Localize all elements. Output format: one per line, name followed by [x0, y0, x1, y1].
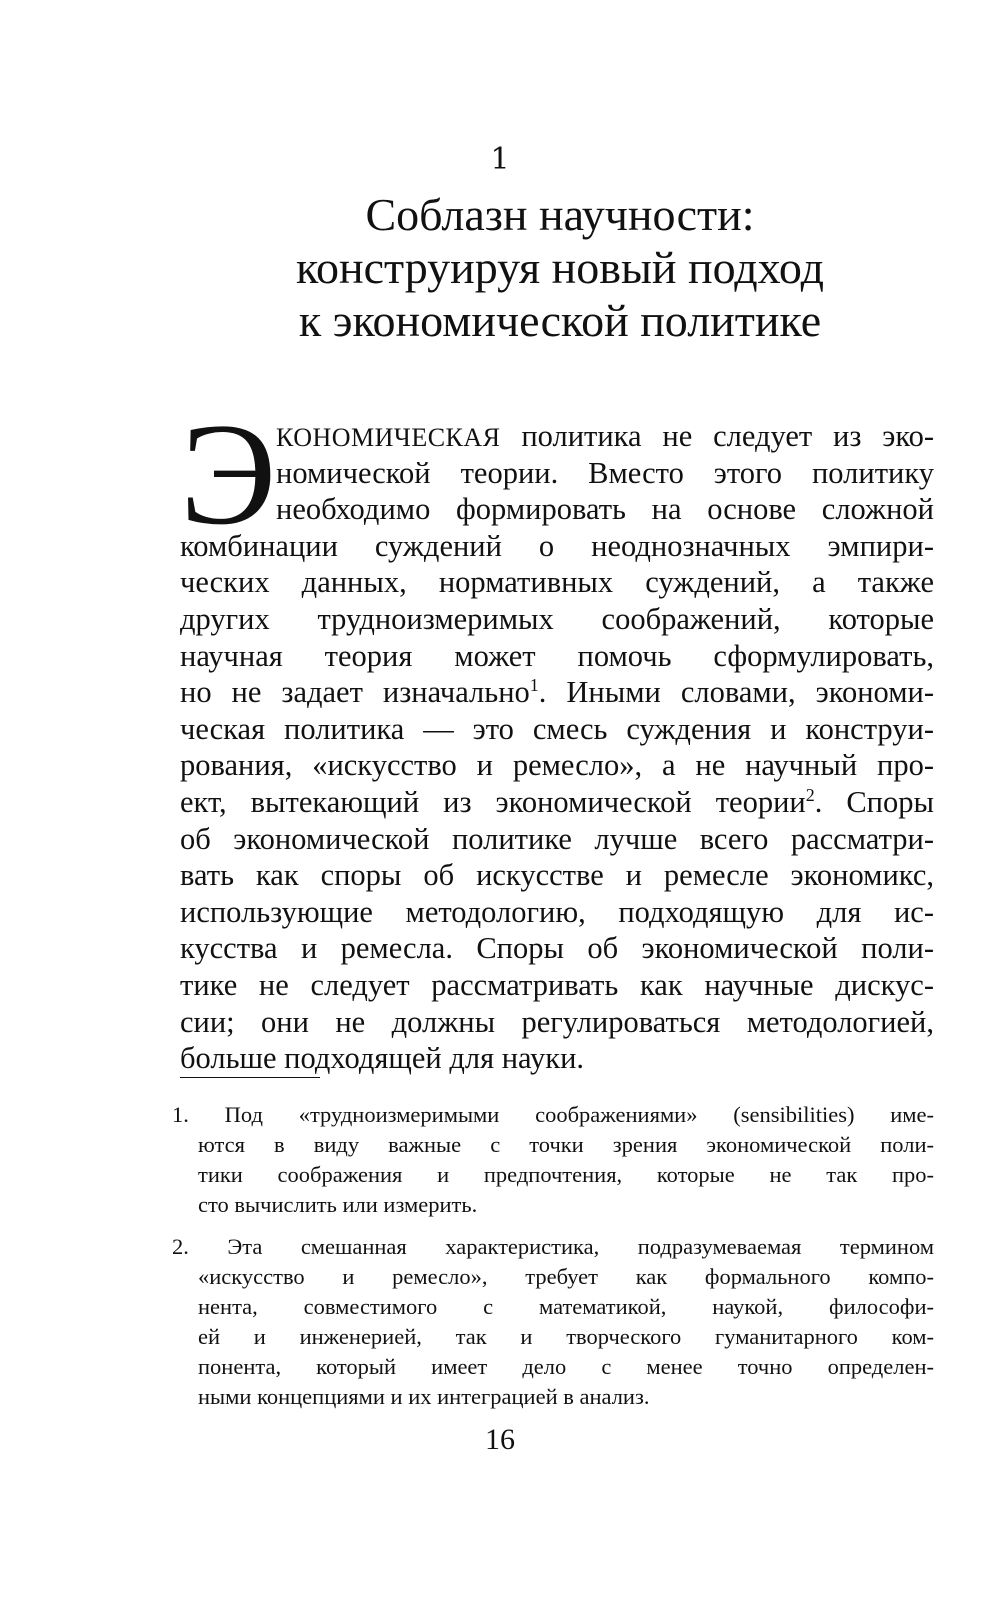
chapter-number: 1 [490, 142, 510, 177]
drop-cap: Э [180, 393, 277, 555]
footnote-line: ей и инженерией, так и творческого гуманитарного ком- [198, 1324, 934, 1349]
body-line: необходимо формировать на основе сложной [276, 492, 934, 527]
body-line: научная теория может помочь сформулировать, [180, 638, 934, 673]
chapter-title-line: конструируя новый подход [295, 242, 824, 293]
opening-word: КОНОМИЧЕСКАЯ [276, 423, 501, 452]
body-line: ект, вытекающий из экономической теории$^2$. Споры [180, 784, 934, 819]
body-line: ческая политика — это смесь суждения и конструи- [180, 711, 934, 746]
chapter-title-line: к экономической политике [298, 295, 822, 346]
body-line: других трудноизмеримых соображений, которые [180, 601, 934, 636]
body-line: сии; они не должны регулироваться методологией, [180, 1004, 934, 1039]
chapter-title-line: Соблазн научности: [365, 189, 755, 240]
footnote-line: тики соображения и предпочтения, которые не так про- [198, 1162, 934, 1187]
footnote-line: ными концепциями и их интеграцией в анализ. [198, 1384, 650, 1409]
footnote-line: 2. Эта смешанная характеристика, подразумеваемая термином [172, 1234, 934, 1259]
footnote-line: «искусство и ремесло», требует как формального компо- [198, 1264, 934, 1289]
footnote-ref[interactable]: 1 [529, 675, 539, 695]
body-line: но не задает изначально$^1$. Иными словами, экономи- [180, 675, 934, 710]
footnote-line: 1. Под «трудноизмеримыми соображениями» (sensibilities) име- [172, 1102, 934, 1127]
page-number: 16 [485, 1423, 515, 1456]
footnote-2 [172, 1232, 934, 1412]
body-line: рования, «искусство и ремесло», а не научный про- [180, 748, 934, 783]
body-line: ческих данных, нормативных суждений, а также [180, 565, 934, 600]
body-line: использующие методологию, подходящую для ис- [180, 894, 934, 929]
footnote-line: сто вычислить или измерить. [198, 1192, 478, 1217]
footnote-ref[interactable]: 2 [805, 784, 815, 805]
body-line: вать как споры об искусстве и ремесле экономикс, [180, 858, 934, 893]
body-line: кусства и ремесла. Споры об экономической поли- [180, 931, 934, 966]
body-line: комбинации суждений о неоднозначных эмпири- [180, 528, 934, 563]
body-line: КОНОМИЧЕСКАЯ политика не следует из эко- [276, 419, 934, 453]
body-line: тике не следует рассматривать как научные дискус- [180, 967, 934, 1002]
chapter-title [160, 188, 960, 347]
footnotes [172, 1100, 934, 1424]
body-paragraph [180, 418, 934, 1077]
footnote-divider [180, 1077, 320, 1078]
footnote-line: понента, который имеет дело с менее точно определен- [198, 1354, 934, 1379]
footnote-line: ются в виду важные с точки зрения экономической поли- [198, 1132, 934, 1157]
body-line: об экономической политике лучше всего рассматри- [180, 821, 934, 856]
footnote-1 [172, 1100, 934, 1220]
footnote-line: нента, совместимого с математикой, наукой, философи- [198, 1294, 934, 1319]
body-line: больше подходящей для науки. [180, 1041, 585, 1076]
body-line: номической теории. Вместо этого политику [276, 455, 934, 490]
